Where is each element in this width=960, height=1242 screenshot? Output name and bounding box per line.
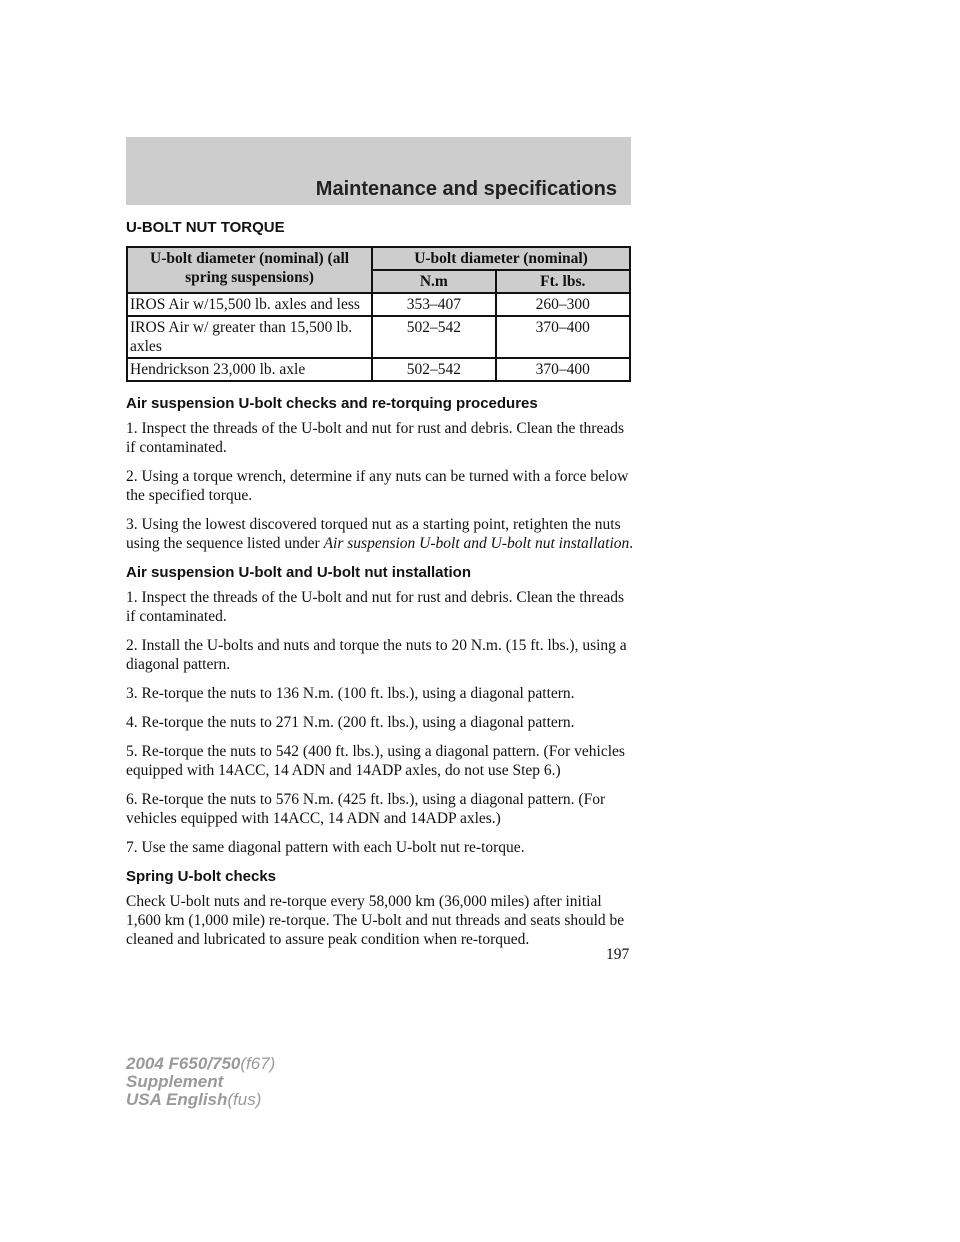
install-step: 3. Re-torque the nuts to 136 N.m. (100 ft. lbs.), using a diagonal pattern. (126, 685, 575, 702)
footer-line-language (126, 1091, 275, 1109)
spring-checks-body: Check U-bolt nuts and re-torque every 58,000 km (36,000 miles) after initial 1,600 km (1,000 mile) re-torque. The U-bolt and nut threads and seats should be cleaned and lubricated to assure peak condition when re-torqued. (126, 893, 625, 948)
checks-step-3-reference: Air suspension U-bolt and U-bolt nut installation (323, 535, 630, 552)
install-step: 7. Use the same diagonal pattern with each U-bolt nut re-torque. (126, 839, 525, 856)
install-step: 1. Inspect the threads of the U-bolt and nut for rust and debris. Clean the threads if contaminated. (126, 589, 625, 625)
checks-step-1: 1. Inspect the threads of the U-bolt and nut for rust and debris. Clean the threads if contaminated. (126, 420, 625, 456)
row-nm: 502–542 (372, 316, 495, 358)
row-ftlbs: 370–400 (496, 358, 630, 381)
torque-heading: U-BOLT NUT TORQUE (126, 219, 285, 236)
row-ftlbs: 260–300 (496, 293, 630, 316)
checks-step-3-text: 3. Using the lowest discovered torqued nut as a starting point, retighten the nuts using the sequence listed under (126, 516, 621, 552)
torque-table (126, 246, 631, 382)
table-row (127, 293, 630, 316)
install-step: 4. Re-torque the nuts to 271 N.m. (200 ft. lbs.), using a diagonal pattern. (126, 714, 575, 731)
checks-step-3-end: . (629, 535, 634, 552)
footer-language: USA English (126, 1090, 228, 1109)
footer (126, 1055, 275, 1109)
footer-model: 2004 F650/750 (126, 1054, 241, 1073)
table-header-group: U-bolt diameter (nominal) (372, 247, 630, 270)
page-content (126, 218, 634, 959)
row-ftlbs: 370–400 (496, 316, 630, 358)
install-step: 6. Re-torque the nuts to 576 N.m. (425 ft. lbs.), using a diagonal pattern. (For vehicles equipped with 14ACC, 14 ADN and 14ADP axles.) (126, 791, 606, 827)
checks-heading: Air suspension U-bolt checks and re-torquing procedures (126, 395, 538, 412)
header-band (126, 137, 631, 205)
footer-supplement: Supplement (126, 1072, 224, 1091)
row-nm: 502–542 (372, 358, 495, 381)
row-label: IROS Air w/15,500 lb. axles and less (127, 293, 372, 316)
footer-model-code: (f67) (240, 1054, 276, 1073)
footer-line-model (126, 1055, 275, 1073)
table-header-ftlbs: Ft. lbs. (496, 270, 630, 293)
spring-checks-heading: Spring U-bolt checks (126, 868, 277, 885)
checks-step-3 (126, 515, 634, 553)
row-label: IROS Air w/ greater than 15,500 lb. axles (127, 316, 372, 358)
install-step: 5. Re-torque the nuts to 542 (400 ft. lbs.), using a diagonal pattern. (For vehicles equipped with 14ACC, 14 ADN and 14ADP axles, do not use Step 6.) (126, 743, 625, 779)
section-title: Maintenance and specifications (315, 178, 617, 200)
install-step: 2. Install the U-bolts and nuts and torque the nuts to 20 N.m. (15 ft. lbs.), using a diagonal pattern. (126, 637, 627, 673)
installation-heading: Air suspension U-bolt and U-bolt nut installation (126, 564, 471, 581)
page-number: 197 (606, 946, 630, 963)
row-label: Hendrickson 23,000 lb. axle (127, 358, 372, 381)
table-row (127, 316, 630, 358)
row-nm: 353–407 (372, 293, 495, 316)
table-row (127, 358, 630, 381)
table-header-diameter: U-bolt diameter (nominal) (all spring suspensions) (127, 247, 372, 293)
footer-language-code: (fus) (227, 1090, 262, 1109)
checks-step-2: 2. Using a torque wrench, determine if any nuts can be turned with a force below the specified torque. (126, 468, 629, 504)
table-header-nm: N.m (372, 270, 495, 293)
